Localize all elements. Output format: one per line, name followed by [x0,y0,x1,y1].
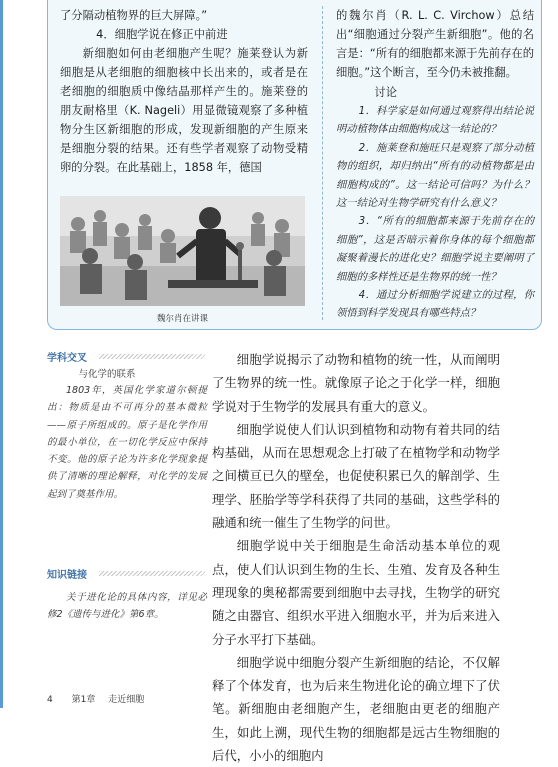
interdisciplinary-label-text: 学科交叉 [47,353,87,364]
chemistry-link-text: 1803年，英国化学家道尔顿提出：物质是由不可再分的基本微粒——原子所组成的。原子是化学作用的最小单位，在一切化学反应中保持不变。他的原子论为许多化学现象提供了清晰的理论解释，对化学的发展起到了奠基作用。 [47,385,207,500]
side-accent-bar [0,0,3,708]
margin-notes [47,348,207,624]
discussion-title: 讨论 [374,86,398,99]
section-4-heading: 4．细胞学说在修正中前进 [96,28,228,41]
page-footer [47,692,154,705]
main-paragraph-3: 细胞学说中关于细胞是生命活动基本单位的观点，使人们认识到生物的生长、生殖、发育及各种生理现象的奥秘都需要到细胞中去寻找，生物学的研究随之由器官、组织水平进入细胞水平，并为后来进入分子水平打下基础。 [212,538,500,647]
reading-box [47,0,542,330]
reading-left-column [60,6,308,177]
label-decoration [99,571,205,576]
virchow-lecture-photo [60,196,305,306]
discussion-question-4: 4．通过分析细胞学说建立的过程，你领悟到科学发现具有哪些特点？ [336,289,534,320]
main-paragraph-4: 细胞学说中细胞分裂产生新细胞的结论，不仅解释了个体发育，也为后来生物进化论的确立埋下了伏笔。新细胞由老细胞产生，老细胞由更老的细胞产生，如此上溯，现代生物的细胞都是远古生物细胞的后代，小小的细胞内 [212,654,500,764]
reading-right-paragraph: 的魏尔肖（R. L. C. Virchow）总结出“细胞通过分裂产生新细胞”。他的名言是：“所有的细胞都来源于先前存在的细胞。”这个断言，至今仍未被推翻。 [336,9,534,79]
photo-caption: 魏尔肖在讲课 [156,314,208,324]
chapter-title: 走近细胞 [108,695,145,705]
knowledge-link-label-text: 知识链接 [47,570,87,582]
discussion-question-3: 3．“所有的细胞都来源于先前存在的细胞”，这是否暗示着你身体的每个细胞都凝聚着漫长的进化史？细胞学说主要阐明了细胞的多样性还是生物界的统一性？ [336,215,534,283]
knowledge-link-text: 关于进化论的具体内容，详见必修2《遗传与进化》第6章。 [47,592,207,621]
chapter-number: 第1章 [71,695,96,705]
discussion-question-1: 1．科学家是如何通过观察得出结论说明动植物体由细胞构成这一结论的？ [336,105,534,136]
chemistry-link-subtitle: 与化学的联系 [78,369,136,380]
main-text [212,348,500,767]
interdisciplinary-label [47,348,207,364]
knowledge-link-label [47,565,207,581]
reading-right-column [336,6,534,323]
discussion-question-2: 2．施莱登和施旺只是观察了部分动植物的组织，却归纳出“所有的动植物都是由细胞构成的”。这一结论可信吗？为什么？这一结论对生物学研究有什么意义？ [336,141,534,210]
photo-illustration [60,196,305,306]
reading-left-paragraph: 新细胞如何由老细胞产生呢？施莱登认为新细胞是从老细胞的细胞核中长出来的，或者是在老细胞的细胞质中像结晶那样产生的。施莱登的朋友耐格里（K. Nageli）用显微镜观察了多种植物分生区新细胞的形成，发现新细胞的产生原来是细胞分裂的结果。还有些学者观察了动物受精卵的分裂。在此基础上，1858 年，德国 [60,47,308,174]
column-divider [322,6,323,320]
main-paragraph-1: 细胞学说揭示了动物和植物的统一性，从而阐明了生物界的统一性。就像原子论之于化学一样，细胞学说对于生物学的发展具有重大的意义。 [212,352,500,414]
page-number: 4 [47,695,53,705]
label-decoration [99,354,205,359]
main-paragraph-2: 细胞学说使人们认识到植物和动物有着共同的结构基础，从而在思想观念上打破了在植物学和动物学之间横亘已久的壁垒，也促使积累已久的解剖学、生理学、胚胎学等学科获得了共同的基础，这些学科的融通和统一催生了生物学的问世。 [212,421,500,531]
reading-left-first-line: 了分隔动植物界的巨大屏障。” [60,9,208,22]
